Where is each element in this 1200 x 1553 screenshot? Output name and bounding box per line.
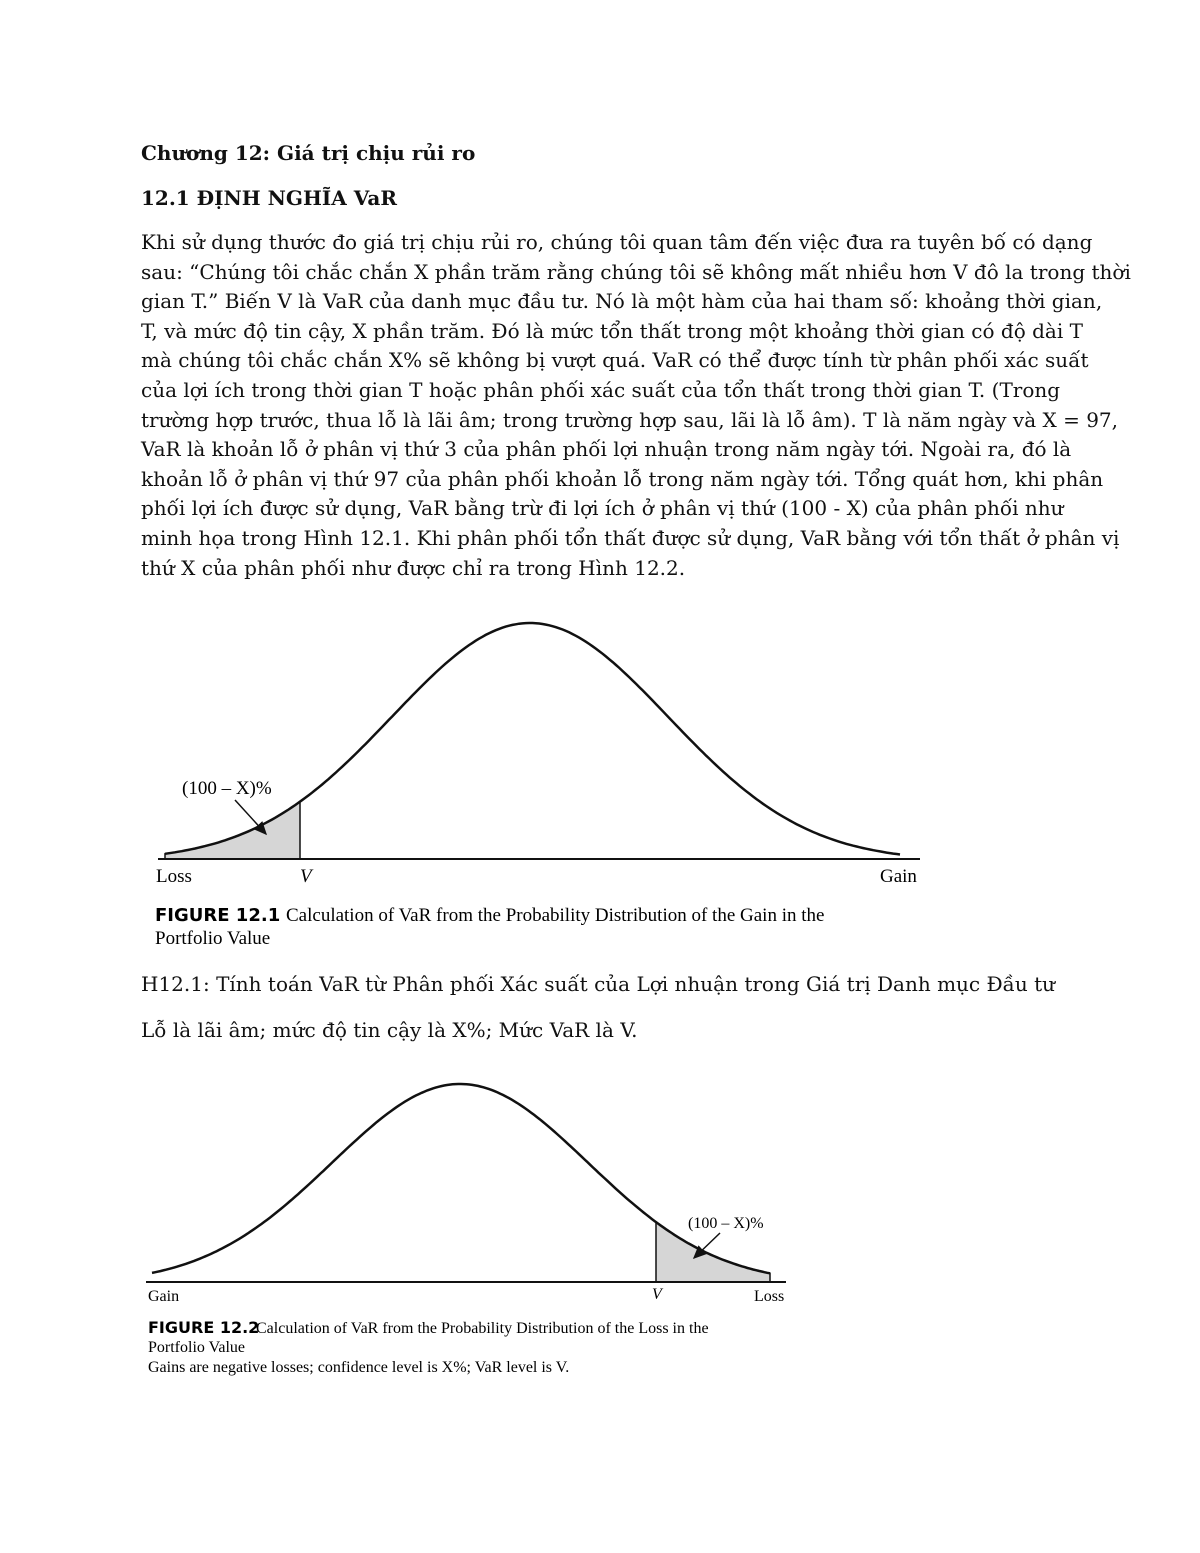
figure-caption-text: Calculation of VaR from the Probability Distribution of the Gain in the [286, 905, 825, 926]
gain-axis-label: Gain [880, 866, 917, 887]
figure-12-1 [150, 612, 930, 952]
figure-caption-vi: H12.1: Tính toán VaR từ Phân phối Xác suất của Lợi nhuận trong Giá trị Danh mục Đầu tư [141, 972, 1056, 996]
figure-note-vi: Lỗ là lãi âm; mức độ tin cậy là X%; Mức VaR là V. [141, 1018, 638, 1042]
paragraph-line: thứ X của phân phối như được chỉ ra trong Hình 12.2. [141, 555, 686, 580]
area-label: (100 – X)% [182, 778, 272, 799]
figure-caption-label: FIGURE 12.1 [155, 905, 281, 926]
paragraph-line: minh họa trong Hình 12.1. Khi phân phối tổn thất được sử dụng, VaR bằng với tổn thất ở phân vị [141, 525, 1120, 550]
paragraph-line: trường hợp trước, thua lỗ là lãi âm; trong trường hợp sau, lãi là lỗ âm). T là năm ngày và X = 97, [141, 407, 1119, 432]
figure-caption-label: FIGURE 12.2 [148, 1318, 260, 1337]
v-label: V [300, 866, 312, 887]
paragraph-line: sau: “Chúng tôi chắc chắn X phần trăm rằng chúng tôi sẽ không mất nhiều hơn V đô la trong thời [141, 259, 1131, 284]
figure-caption-text: Portfolio Value [155, 928, 271, 949]
section-title: 12.1 ĐỊNH NGHĨA VaR [141, 186, 398, 210]
paragraph-line: gian T.” Biến V là VaR của danh mục đầu tư. Nó là một hàm của hai tham số: khoảng thời gian, [141, 289, 1103, 314]
figure-caption-text: Calculation of VaR from the Probability Distribution of the Loss in the [256, 1320, 709, 1337]
paragraph-line: khoản lỗ ở phân vị thứ 97 của phân phối khoản lỗ trong năm ngày tới. Tổng quát hơn, khi phân [141, 466, 1104, 491]
paragraph-line: mà chúng tôi chắc chắn X% sẽ không bị vượt quá. VaR có thể được tính từ phân phối xác suất [141, 348, 1089, 373]
paragraph-line: Khi sử dụng thước đo giá trị chịu rủi ro, chúng tôi quan tâm đến việc đưa ra tuyên bố có dạng [141, 230, 1093, 254]
figure-caption-text: Portfolio Value [148, 1339, 246, 1356]
paragraph-line: T, và mức độ tin cậy, X phần trăm. Đó là mức tổn thất trong một khoảng thời gian có độ dài T [141, 318, 1083, 343]
figure-caption-note: Gains are negative losses; confidence level is X%; VaR level is V. [148, 1359, 570, 1376]
loss-axis-label: Loss [156, 866, 192, 887]
body-paragraph [141, 228, 1131, 583]
paragraph-line: của lợi ích trong thời gian T hoặc phân phối xác suất của tổn thất trong thời gian T. (Trong [141, 377, 1061, 402]
loss-axis-label: Loss [754, 1288, 785, 1305]
paragraph-line: VaR là khoản lỗ ở phân vị thứ 3 của phân phối lợi nhuận trong năm ngày tới. Ngoài ra, đó là [141, 437, 1072, 462]
area-pointer-arrow [235, 800, 266, 834]
chapter-title: Chương 12: Giá trị chịu rủi ro [141, 141, 476, 165]
paragraph-line: phối lợi ích được sử dụng, VaR bằng trừ đi lợi ích ở phân vị thứ (100 - X) của phân phối như [141, 496, 1064, 521]
v-label: V [652, 1286, 662, 1303]
gain-axis-label: Gain [148, 1288, 180, 1305]
figure-12-2 [140, 1078, 800, 1378]
area-label: (100 – X)% [688, 1215, 764, 1232]
